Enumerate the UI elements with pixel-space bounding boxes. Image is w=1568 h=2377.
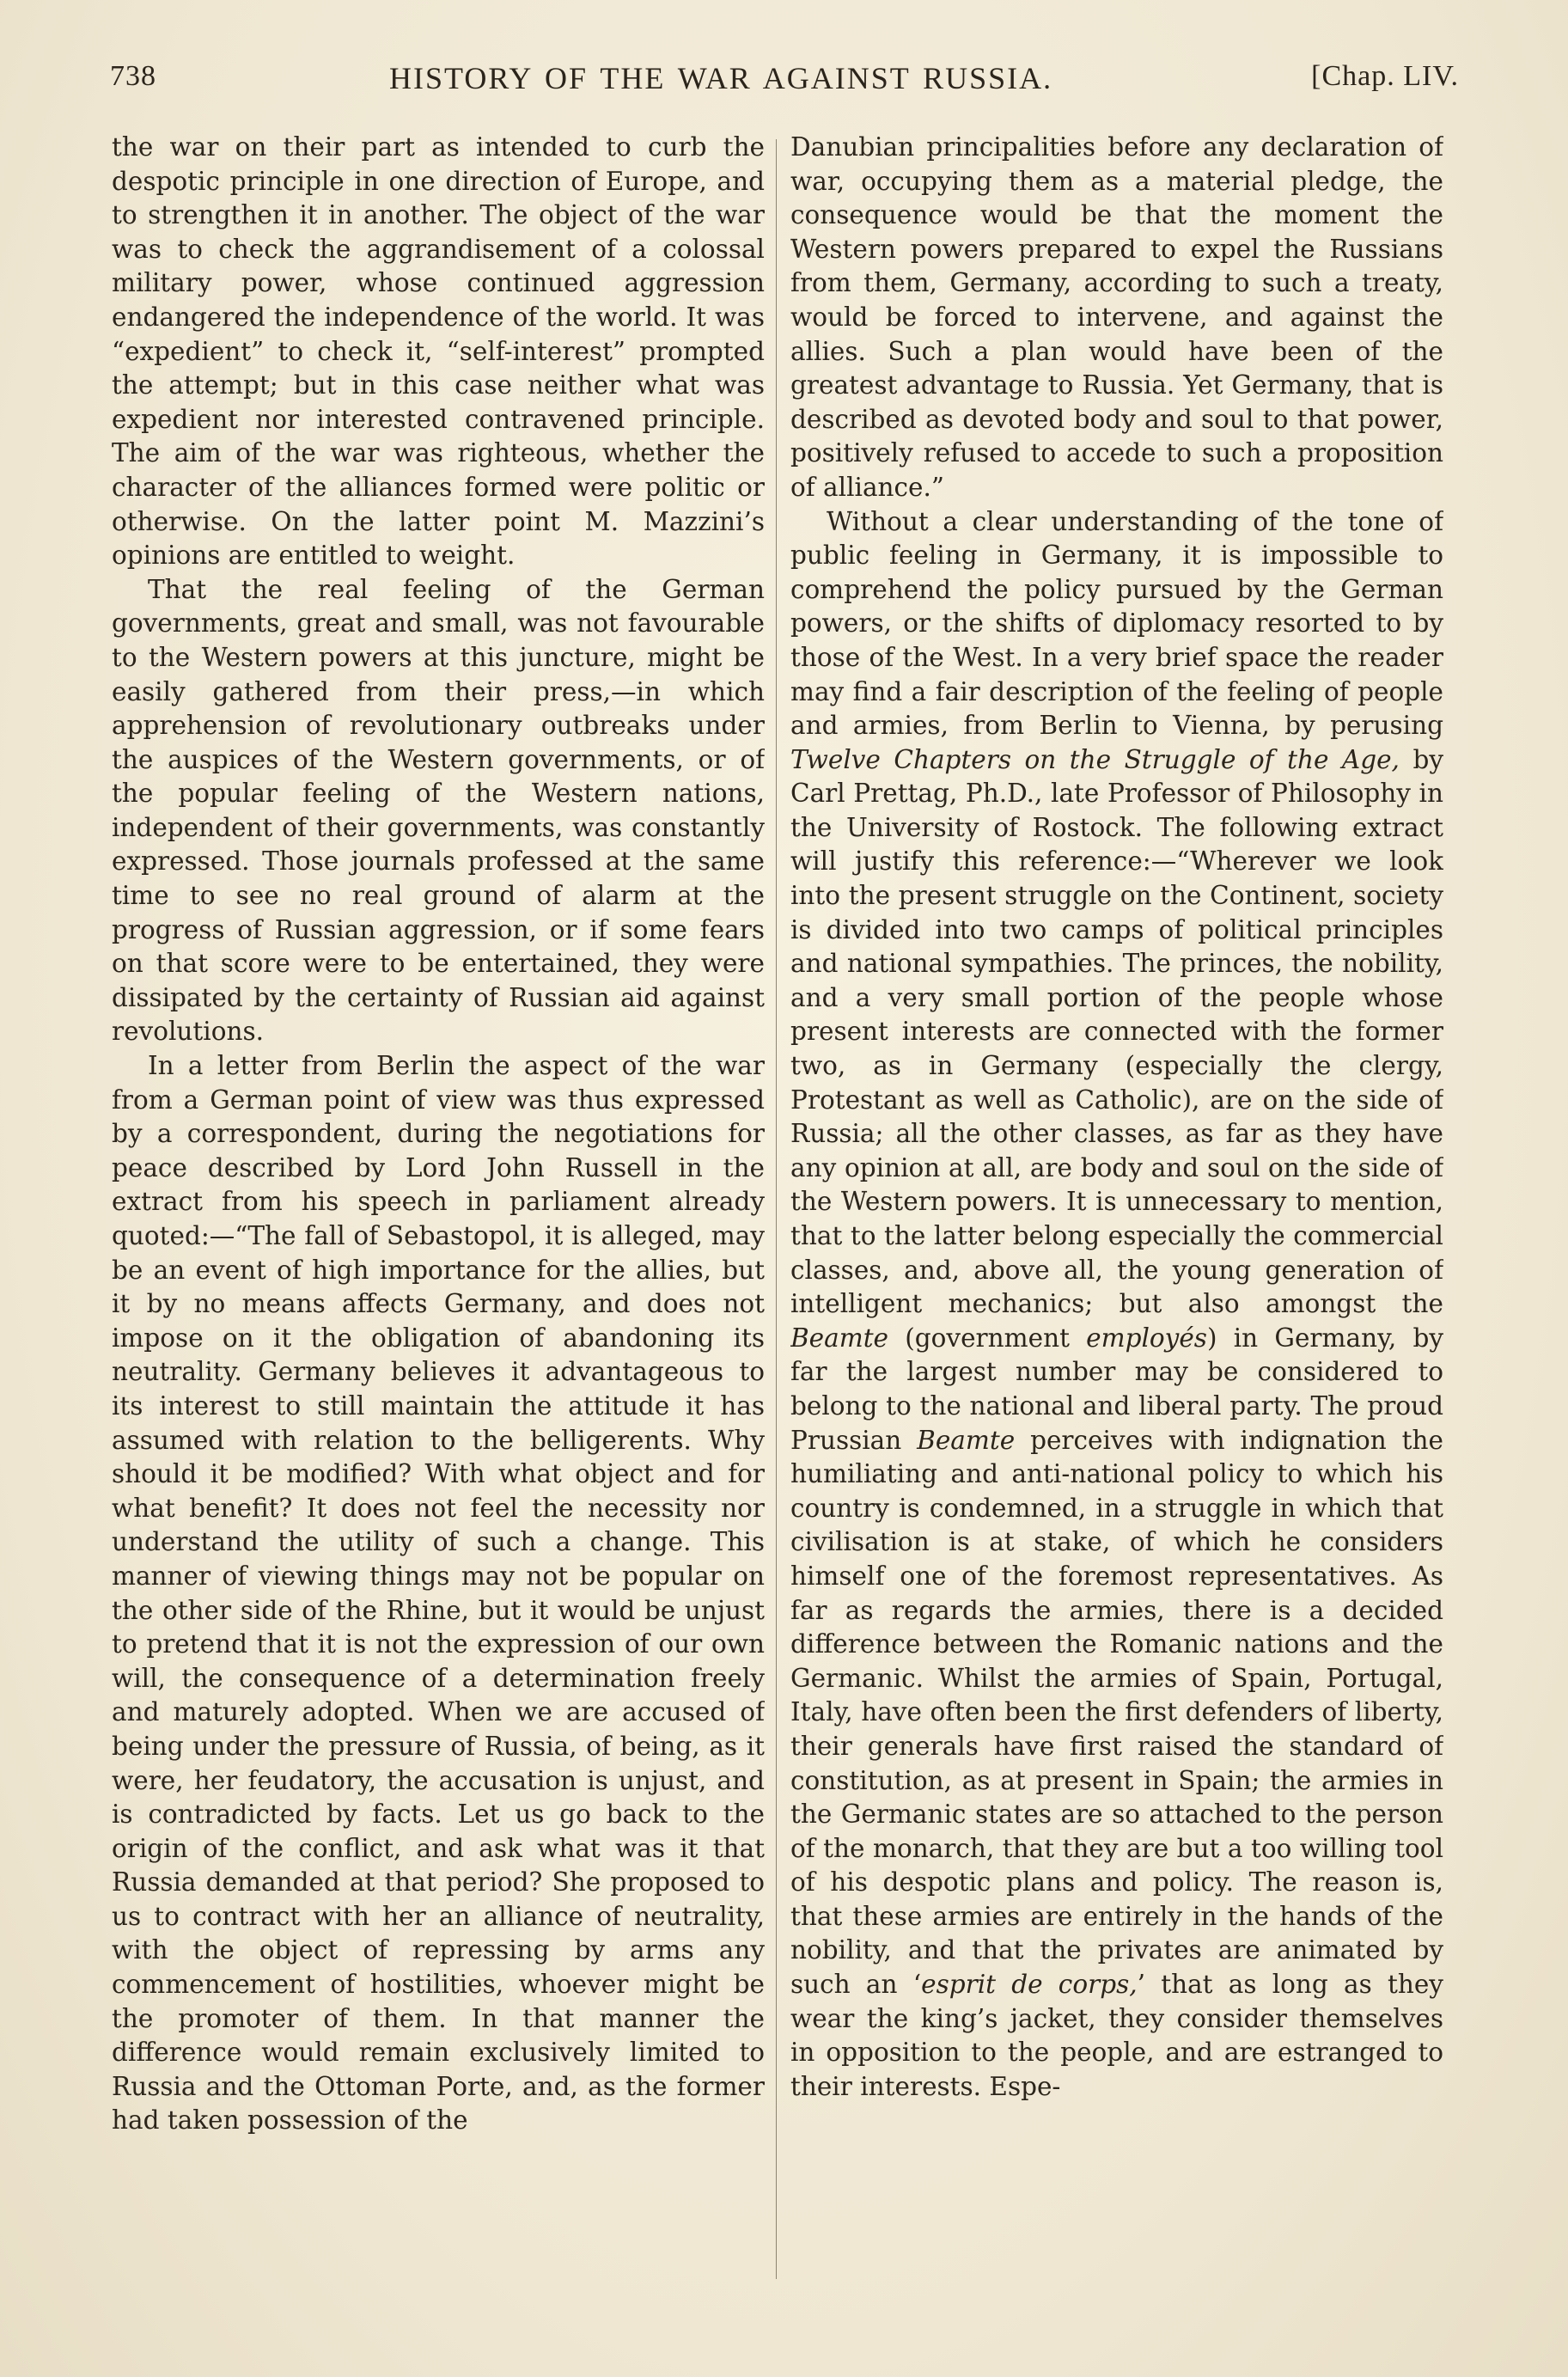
- paragraph-text: (government: [888, 1323, 1087, 1353]
- paragraph-text: ) in Germany, by far the largest number may be considered to belong to the national and liberal party. The proud Prussian: [790, 1323, 1443, 1455]
- left-paragraph-3: In a letter from Berlin the aspect of the war from a German point of view was thus expressed by a correspondent, during the negotiations for peace described by Lord John Russell in the extract from his speech in parliament already quoted:—“The fall of Sebastopol, it is alleged, may be an event of high importance for the allies, but it by no means affects Germany, and does not impose on it the obligation of abandoning its neutrality. Germany believes it advantageous to its interest to still maintain the attitude it has assumed with relation to the belligerents. Why should it be modified? With what object and for what benefit? It does not feel the necessity nor understand the utility of such a change. This manner of viewing things may not be popular on the other side of the Rhine, but it would be unjust to pretend that it is not the expression of our own will, the consequence of a determination freely and maturely adopted. When we are accused of being under the pressure of Russia, of being, as it were, her feudatory, the accusation is unjust, and is contradicted by facts. Let us go back to the origin of the conflict, and ask what was it that Russia demanded at that period? She proposed to us to contract with her an alliance of neutrality, with the object of repressing by arms any commencement of hostilities, whoever might be the promoter of them. In that manner the difference would remain exclusively limited to Russia and the Ottoman Porte, and, as the former had taken possession of the: [112, 1051, 765, 2136]
- right-paragraph-2: [790, 505, 1443, 2105]
- italic-term: Beamte: [790, 1323, 889, 1353]
- italic-term: employés: [1086, 1323, 1207, 1353]
- chapter-reference: [Chap. LIV.: [1311, 60, 1459, 92]
- book-title: Twelve Chapters on the Struggle of the Age,: [790, 744, 1400, 774]
- right-column: [790, 131, 1443, 2331]
- page-number: 738: [110, 60, 156, 92]
- paragraph-text: ’ that as long as they wear the king’s jacket, they consider themselves in opposition to the people, and are estranged to their interests. Espe-: [790, 1970, 1443, 2101]
- italic-term: esprit de corps,: [921, 1970, 1138, 2000]
- paragraph-text: perceives with indignation the humiliating and anti-national policy to which his country is condemned, in a struggle in which that civilisation is at stake, of which he considers himself one of the foremost representatives. As far as regards the armies, there is a decided difference between the Romanic nations and the Germanic. Whilst the armies of Spain, Portugal, Italy, have often been the first defenders of liberty, their generals have first raised the standard of constitution, as at present in Spain; the armies in the Germanic states are so attached to the person of the monarch, that they are but a too willing tool of his despotic plans and policy. The reason is, that these armies are entirely in the hands of the nobility, and that the privates are animated by such an ‘: [790, 1425, 1443, 2000]
- left-column: [112, 131, 765, 2331]
- italic-term: Beamte: [917, 1425, 1016, 1455]
- left-paragraph-1: the war on their part as intended to curb the despotic principle in one direction of Europe, and to strengthen it in another. The object of the war was to check the aggrandisement of a colossal military power, whose continued aggression endangered the independence of the world. It was “expedient” to check it, “self-interest” prompted the attempt; but in this case neither what was expedient nor interested contravened principle. The aim of the war was righteous, whether the character of the alliances formed were politic or otherwise. On the latter point M. Mazzini’s opinions are entitled to weight.: [112, 132, 765, 571]
- paragraph-text: Without a clear understanding of the tone of public feeling in Germany, it is impossible to comprehend the policy pursued by the German powers, or the shifts of diplomacy resorted to by those of the West. In a very brief space the reader may find a fair description of the feeling of people and armies, from Berlin to Vienna, by perusing: [790, 506, 1443, 741]
- page-header: [110, 60, 1459, 112]
- left-paragraph-2: That the real feeling of the German governments, great and small, was not favourable to the Western powers at this juncture, might be easily gathered from their press,—in which apprehension of revolutionary outbreaks under the auspices of the Western governments, or of the popular feeling of the Western nations, independent of their governments, was constantly expressed. Those journals professed at the same time to see no real ground of alarm at the progress of Russian aggression, or if some fears on that score were to be entertained, they were dissipated by the certainty of Russian aid against revolutions.: [112, 574, 765, 1047]
- paragraph-text: by Carl Prettag, Ph.D., late Professor of Philosophy in the University of Rostock. The following extract will justify this reference:—“Wherever we look into the present struggle on the Continent, society is divided into two camps of political principles and national sympathies. The princes, the nobility, and a very small portion of the people whose present interests are connected with the former two, as in Germany (especially the clergy, Protestant as well as Catholic), are on the side of Russia; all the other classes, as far as they have any opinion at all, are body and soul on the side of the Western powers. It is unnecessary to mention, that to the latter belong especially the commercial classes, and, above all, the young generation of intelligent mechanics; but also amongst the: [790, 744, 1443, 1319]
- running-title: HISTORY OF THE WAR AGAINST RUSSIA.: [389, 61, 1053, 95]
- right-paragraph-1: Danubian principalities before any declaration of war, occupying them as a material pledge, the consequence would be that the moment the Western powers prepared to expel the Russians from them, Germany, according to such a treaty, would be forced to intervene, and against the allies. Such a plan would have been of the greatest advantage to Russia. Yet Germany, that is described as devoted body and soul to that power, positively refused to accede to such a proposition of alliance.”: [790, 132, 1443, 502]
- column-divider: [776, 139, 777, 2279]
